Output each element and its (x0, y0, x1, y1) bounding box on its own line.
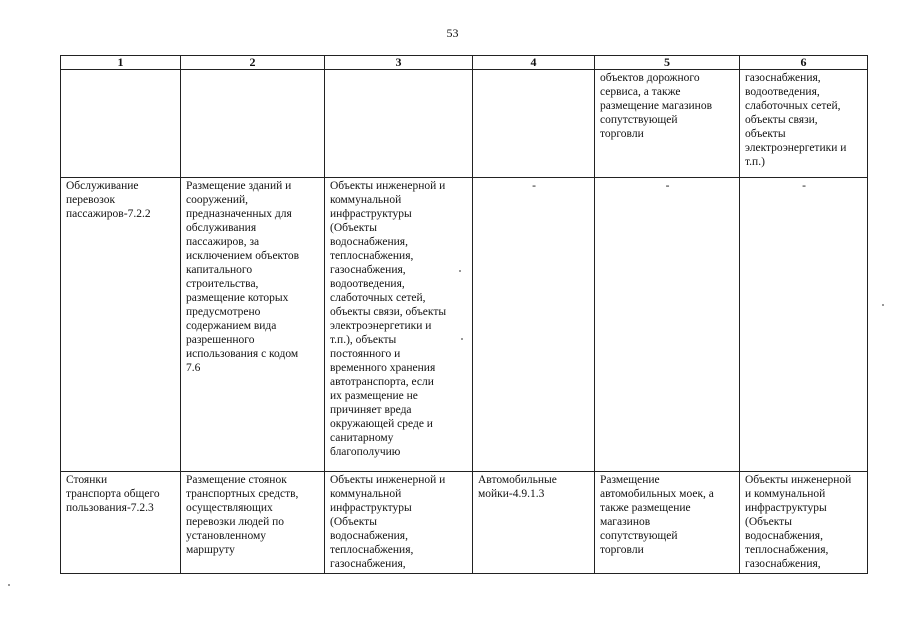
cell-text: - (802, 180, 806, 192)
column-header: 1 (61, 56, 181, 70)
table-cell (325, 472, 473, 574)
table-cell (740, 178, 868, 472)
table-cell (740, 70, 868, 178)
column-header: 6 (740, 56, 868, 70)
scan-speck (8, 584, 10, 586)
cell-text: Размещение зданий и сооружений, предназначенных для обслуживания пассажиров, за исключением объектов капитального строительства, размещение которых предусмотрено содержанием вида разрешенного использования с кодом 7.6 (186, 180, 300, 374)
table-cell (61, 70, 181, 178)
table-header-row (61, 56, 868, 70)
column-header: 3 (325, 56, 473, 70)
cell-text: газоснабжения, водоотведения, слаботочных сетей, объекты связи, объекты электроэнергетики и т.п.) (745, 72, 847, 168)
column-header: 2 (181, 56, 325, 70)
table-cell (473, 70, 595, 178)
table-cell (595, 178, 740, 472)
cell-text: - (532, 180, 536, 192)
page-number: 53 (446, 26, 459, 40)
table-cell (325, 70, 473, 178)
land-use-table (60, 55, 868, 574)
cell-text: Обслуживание перевозок пассажиров-7.2.2 (66, 180, 151, 220)
column-header: 4 (473, 56, 595, 70)
table-cell (325, 178, 473, 472)
table-cell (473, 472, 595, 574)
cell-text: Стоянки транспорта общего пользования-7.2.3 (66, 474, 160, 514)
table-cell (595, 472, 740, 574)
scan-speck (461, 338, 463, 340)
cell-text: Объекты инженерной и коммунальной инфраструктуры (Объекты водоснабжения, теплоснабжения, газоснабжения, водоотведения, слаботочных сетей, объекты связи, объекты электроэнергетики и т.п.), объекты постоянного и временного хранения автотранспорта, если их размещение не причиняет вреда окружающей среде и санитарному благополучию (330, 180, 447, 458)
cell-text: объектов дорожного сервиса, а также размещение магазинов сопутствующей торговли (600, 72, 713, 140)
table-cell (61, 472, 181, 574)
table-cell (61, 178, 181, 472)
table-cell (595, 70, 740, 178)
cell-text: Размещение автомобильных моек, а также размещение магазинов сопутствующей торговли (600, 474, 714, 556)
table-cell (181, 178, 325, 472)
scan-speck (882, 304, 884, 306)
cell-text: Автомобильные мойки-4.9.1.3 (478, 474, 557, 500)
column-header: 5 (595, 56, 740, 70)
table-cell (740, 472, 868, 574)
cell-text: Объекты инженерной и коммунальной инфраструктуры (Объекты водоснабжения, теплоснабжения, газоснабжения, (745, 474, 852, 570)
cell-text: Объекты инженерной и коммунальной инфраструктуры (Объекты водоснабжения, теплоснабжения, газоснабжения, (330, 474, 446, 570)
cell-text: - (665, 180, 670, 192)
table-row (61, 70, 868, 178)
scan-speck (459, 270, 461, 272)
table-cell (181, 70, 325, 178)
table-cell (181, 472, 325, 574)
table-row (61, 178, 868, 472)
table-cell (473, 178, 595, 472)
cell-text: Размещение стоянок транспортных средств, осуществляющих перевозки людей по установленному маршруту (186, 474, 299, 556)
table-row (61, 472, 868, 574)
